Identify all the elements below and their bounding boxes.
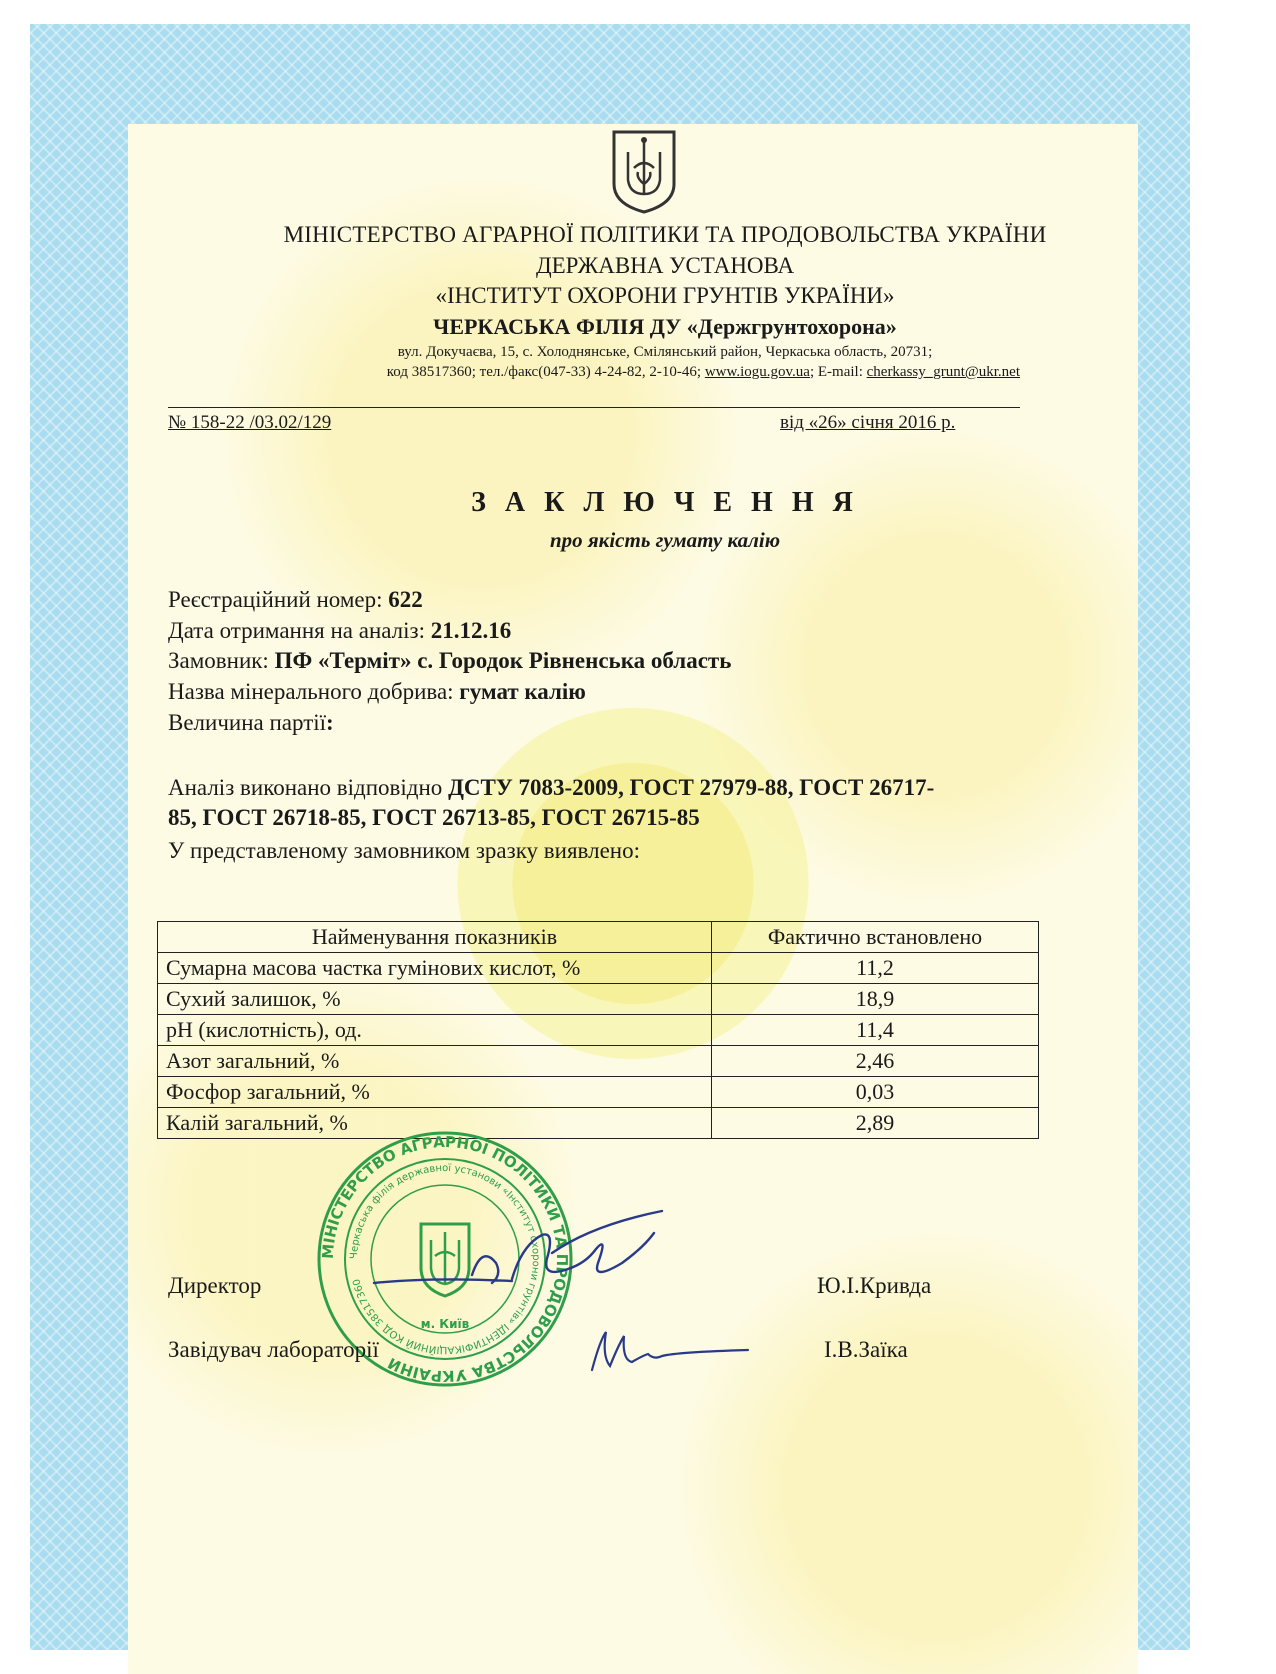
batch-field (168, 708, 334, 738)
lab-head-signature (588, 1326, 768, 1376)
table-header-row (158, 922, 1039, 953)
header-divider (168, 407, 1020, 408)
header-value: Фактично встановлено (712, 922, 1039, 953)
registration-value: 622 (388, 587, 423, 612)
received-value: 21.12.16 (430, 618, 512, 643)
customer-label: Замовник: (168, 648, 275, 673)
indicator-value: 18,9 (712, 984, 1039, 1015)
indicator-value: 2,46 (712, 1046, 1039, 1077)
table-row (158, 1046, 1039, 1077)
table-row (158, 953, 1039, 984)
seal-outer-text: МІНІСТЕРСТВО АГРАРНОЇ ПОЛІТИКИ ТА ПРОДОВОЛЬСТВА УКРАЇНИ (318, 1132, 572, 1386)
lab-head-title: Завідувач лабораторії (168, 1337, 379, 1362)
contacts-line (230, 364, 1020, 381)
table-row (158, 1015, 1039, 1046)
indicator-name: Сухий залишок, % (158, 984, 712, 1015)
email-label: ; E-mail: (809, 364, 867, 380)
indicator-value: 0,03 (712, 1077, 1039, 1108)
table-row (158, 1108, 1039, 1139)
institution-type: ДЕРЖАВНА УСТАНОВА (535, 253, 795, 278)
batch-label: Величина партії (168, 710, 327, 735)
fertilizer-value: гумат калію (459, 679, 586, 704)
customer-value: ПФ «Терміт» с. Городок Рівненська область (274, 648, 732, 673)
institute-name: «ІНСТИТУТ ОХОРОНИ ГРУНТІВ УКРАЇНИ» (435, 283, 895, 308)
indicator-name: pH (кислотність), од. (158, 1015, 712, 1046)
received-label: Дата отримання на аналіз: (168, 618, 431, 643)
indicator-name: Азот загальний, % (158, 1046, 712, 1077)
address-line: вул. Докучаєва, 15, с. Холоднянське, Смілянський район, Черкаська область, 20731; (397, 344, 933, 360)
table-row (158, 984, 1039, 1015)
branch-name: ЧЕРКАСЬКА ФІЛІЯ ДУ «Держгрунтохорона» (433, 314, 897, 339)
document-date: від «26» січня 2016 р. (780, 412, 956, 433)
indicator-value: 2,89 (712, 1108, 1039, 1139)
indicator-value: 11,2 (712, 953, 1039, 984)
ministry-name: МІНІСТЕРСТВО АГРАРНОЇ ПОЛІТИКИ ТА ПРОДОВОЛЬСТВА УКРАЇНИ (283, 222, 1047, 247)
document-subtitle: про якість гумату калію (549, 528, 781, 552)
standards-line-1: ДСТУ 7083-2009, ГОСТ 27979-88, ГОСТ 26717- (448, 775, 935, 800)
seal-city: м. Київ (420, 1317, 470, 1331)
table-row (158, 1077, 1039, 1108)
analysis-standards (168, 773, 1108, 833)
results-table (157, 921, 1039, 1139)
director-name: Ю.І.Кривда (817, 1273, 932, 1298)
indicator-name: Калій загальний, % (158, 1108, 712, 1139)
website-link[interactable]: www.iogu.gov.ua (704, 364, 810, 380)
fertilizer-field (168, 677, 586, 707)
fertilizer-label: Назва мінерального добрива: (168, 679, 460, 704)
indicator-name: Сумарна масова частка гумінових кислот, % (158, 953, 712, 984)
batch-colon: : (326, 710, 334, 735)
registration-field (168, 585, 423, 615)
found-text: У представленому замовником зразку виявлено: (168, 838, 640, 863)
contacts-text: код 38517360; тел./факс(047-33) 4-24-82, 2-10-46; (386, 364, 705, 380)
indicator-name: Фосфор загальний, % (158, 1077, 712, 1108)
lab-head-name: І.В.Заїка (824, 1337, 908, 1362)
analysis-label: Аналіз виконано відповідно (168, 775, 449, 800)
seal-inner-text: Черкаська філія державної установи «Інститут охорони грунтів» ІДЕНТИФІКАЦІЙНИЙ КОД 38517360 (348, 1162, 542, 1356)
received-field (168, 616, 511, 646)
customer-field (168, 646, 731, 676)
registration-label: Реєстраційний номер: (168, 587, 389, 612)
header-indicator: Найменування показників (158, 922, 712, 953)
document-title: З А К Л Ю Ч Е Н Н Я (471, 487, 859, 518)
coat-of-arms-icon (610, 128, 678, 214)
director-signature (372, 1205, 672, 1300)
standards-line-2: 85, ГОСТ 26718-85, ГОСТ 26713-85, ГОСТ 26715-85 (168, 805, 700, 830)
document-number: № 158-22 /03.02/129 (168, 412, 332, 433)
email-link[interactable]: cherkassy_grunt@ukr.net (866, 364, 1020, 380)
director-title: Директор (168, 1273, 262, 1298)
indicator-value: 11,4 (712, 1015, 1039, 1046)
